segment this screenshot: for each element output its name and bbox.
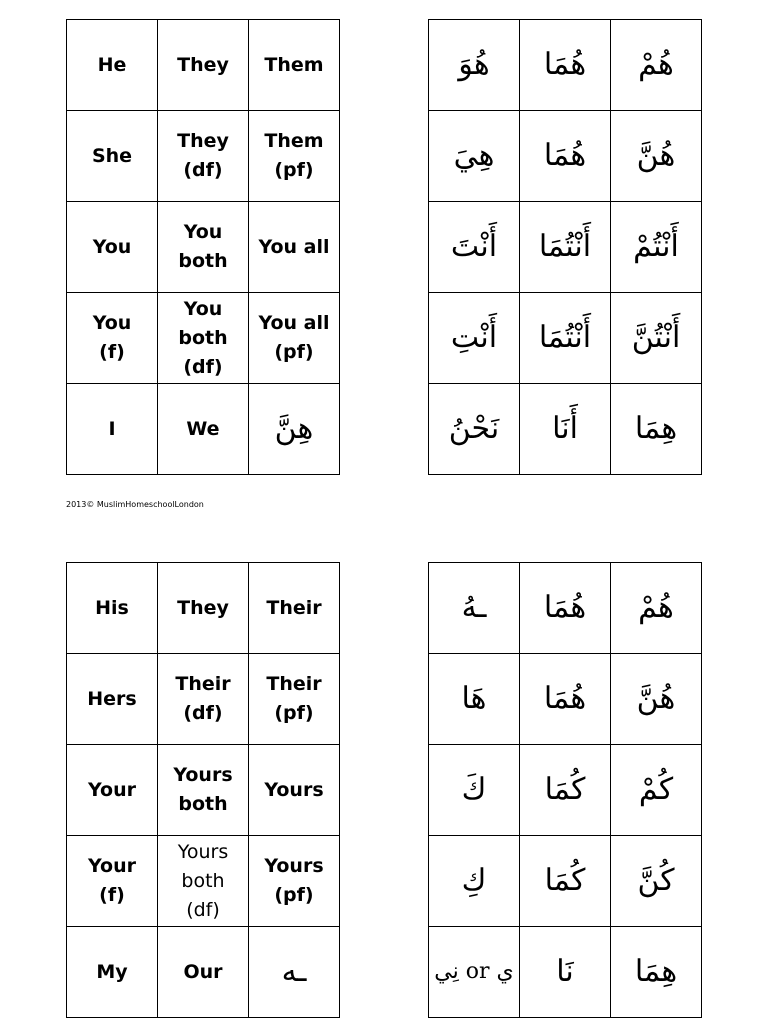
table-row — [67, 745, 340, 836]
table-row — [429, 927, 702, 1018]
grid-cell-arabic: نَا — [520, 927, 611, 1018]
table-row — [429, 654, 702, 745]
table-row — [67, 384, 340, 475]
grid-cell: Yours both (df) — [158, 836, 249, 927]
grid-cell: Them (pf) — [249, 111, 340, 202]
grid-cell-arabic: أَنْتُنَّ — [611, 293, 702, 384]
grid-cell-arabic: أَنْتُمْ — [611, 202, 702, 293]
grid-cell: You both (df) — [158, 293, 249, 384]
copyright-footer: 2013© MuslimHomeschoolLondon — [66, 500, 204, 509]
grid-cell: They — [158, 563, 249, 654]
grid-cell-arabic: أَنَا — [520, 384, 611, 475]
grid-cell: You all — [249, 202, 340, 293]
table-row — [429, 293, 702, 384]
grid-cell: Yours both — [158, 745, 249, 836]
grid-cell-arabic: هُمَا — [520, 20, 611, 111]
grid-cell: You (f) — [67, 293, 158, 384]
table-row — [429, 384, 702, 475]
grid-cell-arabic: هِمَا — [611, 384, 702, 475]
grid-cell: You all (pf) — [249, 293, 340, 384]
card2-english-grid — [66, 562, 340, 1018]
grid-cell-arabic: كِ — [429, 836, 520, 927]
grid-cell: You — [67, 202, 158, 293]
table-row — [429, 836, 702, 927]
grid-cell-arabic: هُمْ — [611, 20, 702, 111]
table-row — [67, 836, 340, 927]
grid-cell-arabic: هِمَا — [611, 927, 702, 1018]
grid-cell-arabic: أَنْتُمَا — [520, 293, 611, 384]
table-row — [429, 563, 702, 654]
grid-cell: We — [158, 384, 249, 475]
grid-cell: You both — [158, 202, 249, 293]
table-row — [429, 20, 702, 111]
grid-cell-arabic: كُمَا — [520, 745, 611, 836]
grid-cell-arabic: ـه — [249, 927, 340, 1018]
grid-cell: His — [67, 563, 158, 654]
card1-english-grid — [66, 19, 340, 475]
grid-cell-arabic: هُوَ — [429, 20, 520, 111]
grid-cell-arabic: أَنْتِ — [429, 293, 520, 384]
grid-cell-arabic: هِيَ — [429, 111, 520, 202]
grid-cell: I — [67, 384, 158, 475]
grid-cell: Their (df) — [158, 654, 249, 745]
grid-cell: Our — [158, 927, 249, 1018]
grid-cell-arabic: هُمْ — [611, 563, 702, 654]
grid-cell-arabic: كُمْ — [611, 745, 702, 836]
table-row — [429, 111, 702, 202]
grid-cell-arabic: كَ — [429, 745, 520, 836]
table-row — [429, 745, 702, 836]
grid-cell: They (df) — [158, 111, 249, 202]
grid-cell-arabic: هُمَا — [520, 654, 611, 745]
card1-arabic-grid — [428, 19, 702, 475]
table-row — [67, 111, 340, 202]
grid-cell-arabic: ـهُ — [429, 563, 520, 654]
grid-cell-arabic: هَا — [429, 654, 520, 745]
table-row — [67, 202, 340, 293]
table-row — [67, 654, 340, 745]
grid-cell: Your — [67, 745, 158, 836]
table-row — [67, 563, 340, 654]
grid-cell: Your (f) — [67, 836, 158, 927]
grid-cell: Yours (pf) — [249, 836, 340, 927]
grid-cell-arabic: نَحْنُ — [429, 384, 520, 475]
grid-cell: Their — [249, 563, 340, 654]
grid-cell-arabic: نِي or ي — [429, 927, 520, 1018]
table-row — [67, 927, 340, 1018]
grid-cell: My — [67, 927, 158, 1018]
grid-cell: She — [67, 111, 158, 202]
grid-cell-arabic: هُنَّ — [611, 111, 702, 202]
grid-cell-arabic: هِنَّ — [249, 384, 340, 475]
grid-cell: Yours — [249, 745, 340, 836]
grid-cell-arabic: أَنْتَ — [429, 202, 520, 293]
table-row — [67, 20, 340, 111]
grid-cell: He — [67, 20, 158, 111]
grid-cell-arabic: هُمَا — [520, 563, 611, 654]
grid-cell: Them — [249, 20, 340, 111]
grid-cell-arabic: هُمَا — [520, 111, 611, 202]
grid-cell: Hers — [67, 654, 158, 745]
grid-cell: They — [158, 20, 249, 111]
table-row — [429, 202, 702, 293]
grid-cell-arabic: كُنَّ — [611, 836, 702, 927]
grid-cell-arabic: أَنْتُمَا — [520, 202, 611, 293]
grid-cell-arabic: هُنَّ — [611, 654, 702, 745]
table-row — [67, 293, 340, 384]
grid-cell-arabic: كُمَا — [520, 836, 611, 927]
grid-cell: Their (pf) — [249, 654, 340, 745]
card2-arabic-grid — [428, 562, 702, 1018]
